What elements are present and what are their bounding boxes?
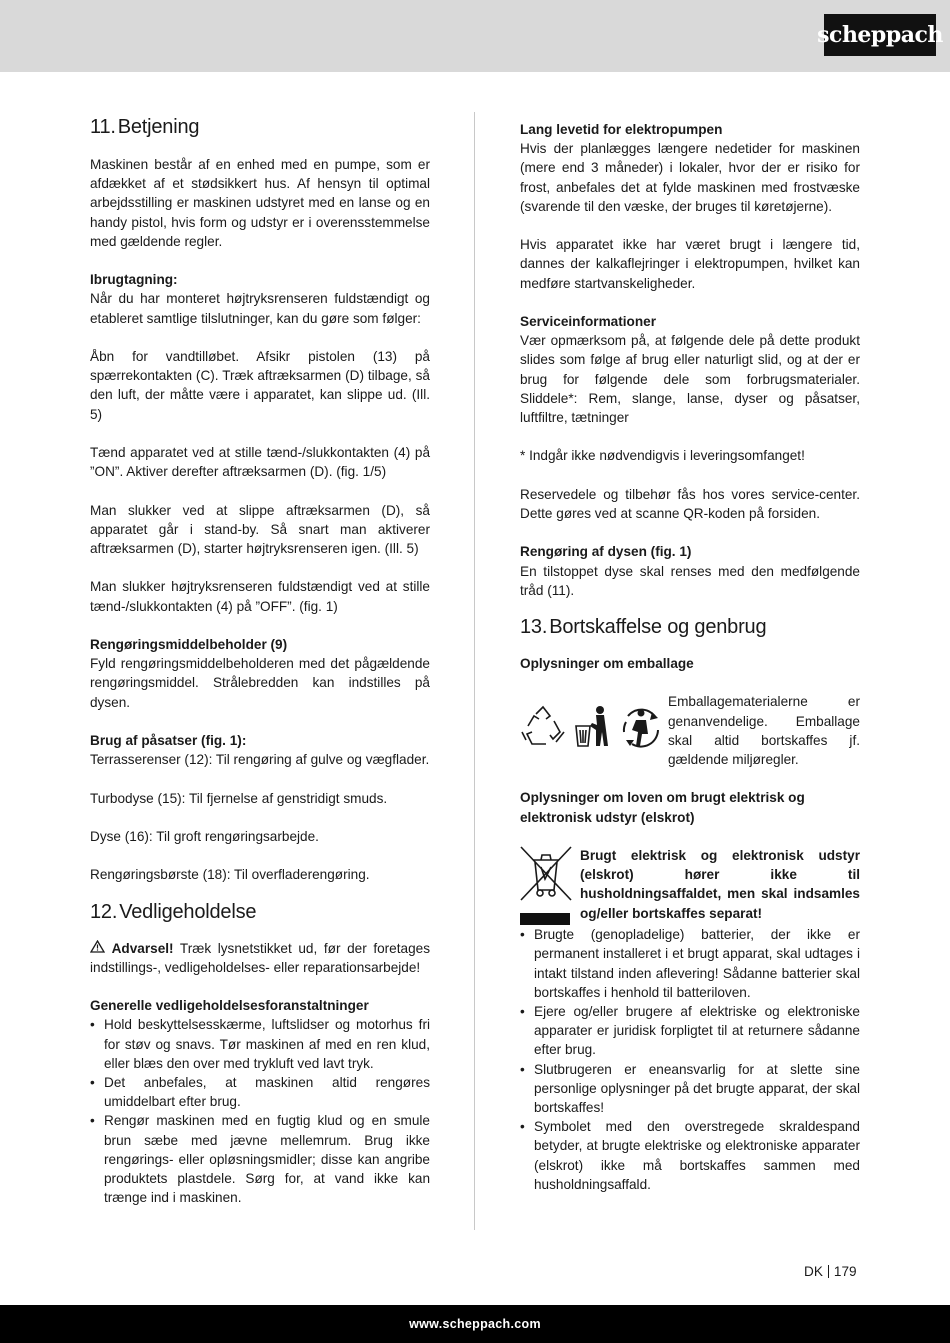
detergent-title: Rengøringsmiddelbeholder (9)	[90, 636, 288, 652]
service-info-title: Serviceinformationer	[520, 314, 656, 329]
list-item: • Rengør maskinen med en fugtig klud og en smule brun sæbe med jævne mellemrum. Brug ikke rengørings- eller opløsningsmidler; disse kan angribe produktets plastdele. Sørg for, at vand ikke kan trænge ind i maskinen.	[90, 1111, 430, 1207]
packaging-text: Emballagematerialerne er genanvendelige. Emballage skal altid bortskaffes jf. gældende miljøregler.	[668, 694, 860, 767]
crossed-out-bin-icon	[520, 890, 572, 905]
weee-bar	[520, 913, 570, 925]
recycle-icon	[520, 704, 566, 755]
attachments-title: Brug af påsatser (fig. 1):	[90, 732, 247, 748]
packaging-row	[520, 692, 860, 769]
attachment-brush: Rengøringsbørste (18): Til overfladerengøring.	[90, 867, 370, 883]
attachment-turbo: Turbodyse (15): Til fjernelse af genstridigt smuds.	[90, 790, 388, 806]
footer-url: www.scheppach.com	[409, 1317, 541, 1331]
list-item: • Det anbefales, at maskinen altid rengøres umiddelbart efter brug.	[90, 1073, 430, 1111]
language-code: DK	[804, 1264, 823, 1279]
service-info-text: Vær opmærksom på, at følgende dele på dette produkt slides som følge af brug eller naturligt slid, og at der er brug for følgende dele som forbrugsmaterialer. Sliddele*: Rem, slange, lanse, dyser og påsatser, luftfiltre, tætninger	[520, 333, 860, 426]
right-column	[520, 120, 860, 1194]
switch-on-paragraph: Tænd apparatet ved at stille tænd-/slukkontakten (4) på ”ON”. Aktiver derefter aftræksarmen (D). (fig. 1/5)	[90, 445, 430, 480]
list-item: • Symbolet med den overstregede skraldespand betyder, at brugte elektriske og elektroniske apparater (elskrot) ikke må bortskaffes sammen med husholdningsaffald.	[520, 1117, 860, 1194]
nozzle-cleaning-text: En tilstoppet dyse skal renses med den medfølgende tråd (11).	[520, 563, 860, 598]
section-12-number: 12.	[90, 900, 118, 923]
weee-law-title: Oplysninger om loven om brugt elektrisk og elektronisk udstyr (elskrot)	[520, 790, 805, 825]
section-12-title: Vedligeholdelse	[119, 900, 257, 923]
attachment-terrace: Terrasserenser (12): Til rengøring af gulve og vægflader.	[90, 752, 430, 768]
page-number-value: 179	[833, 1264, 857, 1279]
switch-off-paragraph: Man slukker højtryksrenseren fuldstændigt ved at stille tænd-/slukkontakten (4) på ”OFF”. (fig. 1)	[90, 579, 430, 614]
footer-band	[0, 1305, 950, 1343]
list-item: • Ejere og/eller brugere af elektriske og elektroniske apparater er juridisk forpligtet til at returnere sådanne efter brug.	[520, 1002, 860, 1060]
general-maintenance-title: Generelle vedligeholdelsesforanstaltninger	[90, 998, 369, 1014]
weee-list	[520, 925, 860, 1194]
page-number-separator	[828, 1265, 829, 1278]
section-13-number: 13.	[520, 616, 548, 638]
section-11-heading	[90, 112, 430, 142]
section-13-heading	[520, 612, 860, 642]
intro-paragraph: Maskinen består af en enhed med en pumpe, som er afdækket af et stødsikkert hus. Af hensyn til optimal arbejdsstilling er maskinen udstyret med en lanse og en handy pistol, hvis form og udstyr er i overensstemmelse med gældende regler.	[90, 157, 430, 249]
section-11-number: 11.	[90, 116, 116, 138]
section-11-title: Betjening	[117, 116, 200, 138]
list-item: • Hold beskyttelsesskærme, luftslidser og motorhus fri for støv og snavs. Tør maskinen af med en ren klud, eller blæs den over med trykluft ved lavt tryk.	[90, 1015, 430, 1073]
brand-logo-text: scheppach	[817, 22, 943, 48]
warning-label: Advarsel!	[111, 940, 174, 956]
warning-paragraph	[90, 939, 430, 977]
pump-lifetime-text: Hvis der planlægges længere nedetider for maskinen (mere end 3 måneder) i lokaler, hvor der er risiko for frost, anbefales det at fylde maskinen med frostvæske (svarende til den væske, der bruges til køretøjerne).	[520, 141, 860, 214]
ibrugtagning-text: Når du har monteret højtryksrenseren fuldstændigt og etableret samtlige tilslutninger, kan du gøre som følger:	[90, 291, 430, 326]
brand-logo	[817, 14, 943, 56]
ibrugtagning-title: Ibrugtagning:	[90, 272, 178, 288]
list-item: • Brugte (genopladelige) batterier, der ikke er permanent installeret i et brugt apparat, skal udtages i intakt tilstand inden aflevering! Sådanne batterier skal bortskaffes i henhold til batteriloven.	[520, 925, 860, 1002]
weee-notice: Brugt elektrisk og elektronisk udstyr (elskrot) hører ikke til husholdningsaffaldet, men skal indsamles og/eller bortskaffes separat!	[580, 847, 860, 921]
spare-parts-text: Reservedele og tilbehør fås hos vores service-center. Dette gøres ved at scanne QR-koden på forsiden.	[520, 486, 860, 521]
header-band	[0, 0, 950, 72]
left-column	[90, 112, 430, 1207]
weee-row	[520, 846, 860, 925]
attachment-nozzle: Dyse (16): Til groft rengøringsarbejde.	[90, 828, 319, 844]
delivery-note: * Indgår ikke nødvendigvis i leveringsomfanget!	[520, 448, 805, 464]
pump-lifetime-title: Lang levetid for elektropumpen	[520, 122, 723, 137]
page-number	[804, 1264, 857, 1279]
list-item: • Slutbrugeren er eneansvarlig for at slette sine personlige oplysninger på det brugte apparat, der skal bortskaffes!	[520, 1060, 860, 1118]
limescale-text: Hvis apparatet ikke har været brugt i længere tid, dannes der kalkaflejringer i elektropumpen, hvilket kan medføre startvanskeligheder.	[520, 237, 860, 291]
open-water-paragraph: Åbn for vandtilløbet. Afsikr pistolen (13) på spærrekontakten (C). Træk aftræksarmen (D) tilbage, så den luft, der måtte være i apparatet, kan slippe ud. (Ill. 5)	[90, 349, 430, 422]
section-12-heading	[90, 897, 430, 927]
packaging-icons	[520, 692, 668, 755]
nozzle-cleaning-title: Rengøring af dysen (fig. 1)	[520, 544, 692, 560]
warning-text: Træk lysnetstikket ud, før der foretages indstillings-, vedligeholdelses- eller reparationsarbejde!	[90, 940, 430, 975]
weee-symbol	[520, 846, 580, 925]
section-13-title: Bortskaffelse og genbrug	[549, 616, 767, 638]
standby-paragraph: Man slukker ved at slippe aftræksarmen (D), så apparatet går i stand-by. Så snart man aktiverer aftræksarmen (D), starter højtryksrenseren igen. (Ill. 5)	[90, 502, 430, 556]
trash-bin-person-icon	[572, 704, 612, 755]
green-dot-recycle-icon	[618, 704, 664, 755]
warning-triangle-icon	[90, 939, 105, 958]
general-maintenance-list	[90, 1015, 430, 1207]
column-divider	[474, 112, 475, 1230]
packaging-title: Oplysninger om emballage	[520, 656, 694, 671]
detergent-text: Fyld rengøringsmiddelbeholderen med det pågældende rengøringsmiddel. Strålebredden kan indstilles på dysen.	[90, 656, 430, 710]
